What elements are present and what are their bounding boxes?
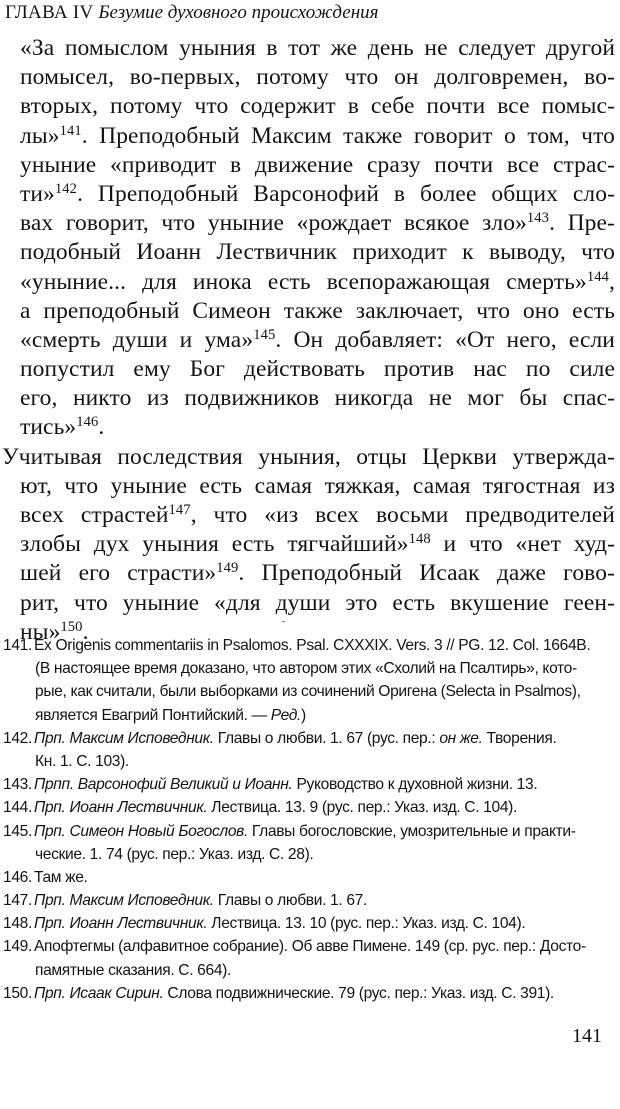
footnote-text: Руководство к духовной жизни. 13.: [292, 776, 538, 794]
footnote-ref: 147: [168, 502, 191, 518]
footnote-number: 150.: [3, 984, 32, 1002]
text-line: подобный Иоанн Лествичник приходит к выводу, что: [20, 239, 615, 266]
footnote-text: Ex Origenis commentariis in Psalomos. Psal. CXXXIX. Vers. 3 // PG. 12. Col. 1664B.: [34, 637, 591, 654]
footnote-line: [3, 704, 613, 727]
footnote-author: Прпп. Варсонофий Великий и Иоанн.: [34, 776, 293, 794]
text-line: ти»$^{142}$. Преподобный Варсонофий в более общих сло-: [20, 180, 615, 207]
text-line: «уныние... для инока есть всепоражающая смерть»$^{144}$,: [20, 268, 615, 295]
footnote-text-end: ): [301, 706, 306, 724]
footnote-ref: 143: [526, 210, 550, 227]
footnote-author: Прп. Исаак Сирин.: [34, 984, 164, 1002]
footnote-line: [3, 982, 613, 1005]
footnotes: [3, 634, 613, 1005]
text-line: рит, что уныние «для души это есть вкушение геен-: [20, 589, 615, 616]
footnote-line: [3, 843, 613, 866]
text-line: Учитывая последствия уныния, отцы Церкви утвержда-: [2, 443, 615, 470]
footnote-line: [3, 959, 613, 982]
footnote-author: Прп. Иоанн Лествичник.: [34, 915, 208, 933]
running-header: [5, 2, 378, 24]
footnote-italic: он же.: [439, 729, 483, 747]
footnote-text: рые, как считали, были выборками из сочинений Оригена (Selecta in Psalmos),: [35, 683, 581, 701]
text-line: шей его страсти»$^{149}$. Преподобный Исаак даже гово-: [20, 560, 615, 587]
footnote-number: 142.: [3, 729, 32, 747]
text-line: ют, что уныние есть самая тяжкая, самая тягостная из: [20, 472, 615, 499]
footnote-line: [3, 727, 613, 750]
footnote-line: [3, 750, 613, 773]
text-line: тись»$^{146}$.: [20, 414, 105, 441]
footnote-ref: 145: [253, 326, 276, 343]
text-line: «За помыслом уныния в тот же день не следует другой: [20, 35, 615, 61]
text-line: вах говорит, что уныние «рождает всякое зло»$^{143}$. Пре-: [20, 210, 615, 237]
footnote-text: Апофтегмы (алфавитное собрание). Об авве Пимене. 149 (ср. рус. пер.: Досто-: [34, 938, 586, 956]
text-line: злобы дух уныния есть тягчайший»$^{148}$ и что «нет худ-: [20, 531, 616, 558]
footnote-ref: 148: [408, 531, 431, 548]
footnote-number: 143.: [3, 776, 32, 794]
footnote-ref: 141: [59, 122, 82, 139]
footnote-ref: 146: [76, 414, 99, 431]
footnote-text: Главы о любви. 1. 67.: [213, 892, 367, 910]
footnote-text: Главы о любви. 1. 67 (рус. пер.:: [213, 729, 440, 747]
footnote-number: 146.: [3, 868, 32, 886]
text-line: лы»$^{141}$. Преподобный Максим также говорит о том, что: [20, 122, 615, 149]
text-line: его, никто из подвижников никогда не мог бы спас-: [20, 385, 615, 412]
text-line: ны»$^{150}$.: [20, 618, 89, 645]
footnote-author: Прп. Максим Исповедник.: [34, 729, 214, 747]
footnote-text: Там же.: [34, 868, 88, 886]
text-line: попустил ему Бог действовать против нас по силе: [20, 356, 615, 383]
footnote-text: Слова подвижнические. 79 (рус. пер.: Указ. изд. С. 391).: [163, 984, 554, 1002]
footnote-number: 145.: [3, 822, 32, 840]
footnote-author: Прп. Симеон Новый Богослов.: [34, 822, 248, 840]
footnote-text: Лествица. 13. 9 (рус. пер.: Указ. изд. С. 104).: [207, 799, 517, 817]
footnote-ref: 142: [54, 180, 78, 197]
footnote-line: [3, 634, 613, 657]
text-line: вторых, потому что содержит в себе почти все помыс-: [20, 93, 615, 120]
footnote-text: Кн. 1. С. 103).: [35, 752, 129, 770]
footnote-author: Прп. Максим Исповедник.: [34, 892, 214, 910]
footnote-line: [3, 820, 613, 843]
footnote-ref: 149: [216, 560, 239, 577]
footnote-text: (В настоящее время доказано, что автором этих «Схолий на Псалтирь», кото-: [35, 660, 577, 678]
footnote-ref: 144: [586, 268, 610, 285]
footnote-line: [3, 866, 613, 889]
footnote-text: Лествица. 13. 10 (рус. пер.: Указ. изд. С. 104).: [207, 915, 526, 933]
footnote-line: [3, 773, 613, 796]
text-line: помысел, во-первых, потому что он долговремен, во-: [20, 64, 615, 91]
footnote-text: является Евагрий Понтийский. —: [35, 706, 267, 724]
footnote-line: [3, 657, 613, 680]
footnote-line: [3, 796, 613, 819]
footnote-author: Прп. Иоанн Лествичник.: [34, 799, 208, 817]
footnote-line: [3, 935, 613, 958]
page-number: 141: [572, 1025, 602, 1047]
footnote-line: [3, 680, 613, 703]
footnote-number: 148.: [3, 915, 32, 933]
footnote-line: [3, 889, 613, 912]
footnote-italic: Ред.: [270, 706, 302, 724]
text-line: всех страстей$^{147}$, что «из всех восьми предводителей: [20, 502, 615, 528]
footnote-number: 149.: [3, 938, 32, 956]
footnote-text: Главы богословские, умозрительные и практи-: [247, 822, 576, 840]
footnote-ref: 150: [60, 618, 83, 635]
footnote-number: 141.: [3, 637, 32, 654]
footnote-text: памятные сказания. С. 664).: [35, 961, 231, 979]
footnote-number: 144.: [3, 799, 32, 817]
text-line: уныние «приводит в движение сразу почти все страс-: [20, 151, 615, 178]
chapter-number: ГЛАВА IV: [5, 2, 94, 23]
main-text: [2, 34, 615, 647]
text-line: «смерть души и ума»$^{145}$. Он добавляет: «От него, если: [20, 326, 615, 353]
footnote-line: [3, 912, 613, 935]
footnote-divider: [282, 621, 285, 622]
footnote-text: ческие. 1. 74 (рус. пер.: Указ. изд. С. 28).: [35, 845, 314, 863]
chapter-title: Безумие духовного происхождения: [98, 2, 379, 23]
footnote-number: 147.: [3, 892, 32, 910]
text-line: а преподобный Симеон также заключает, что оно есть: [20, 297, 615, 324]
footnote-text-end: Творения.: [482, 729, 557, 747]
